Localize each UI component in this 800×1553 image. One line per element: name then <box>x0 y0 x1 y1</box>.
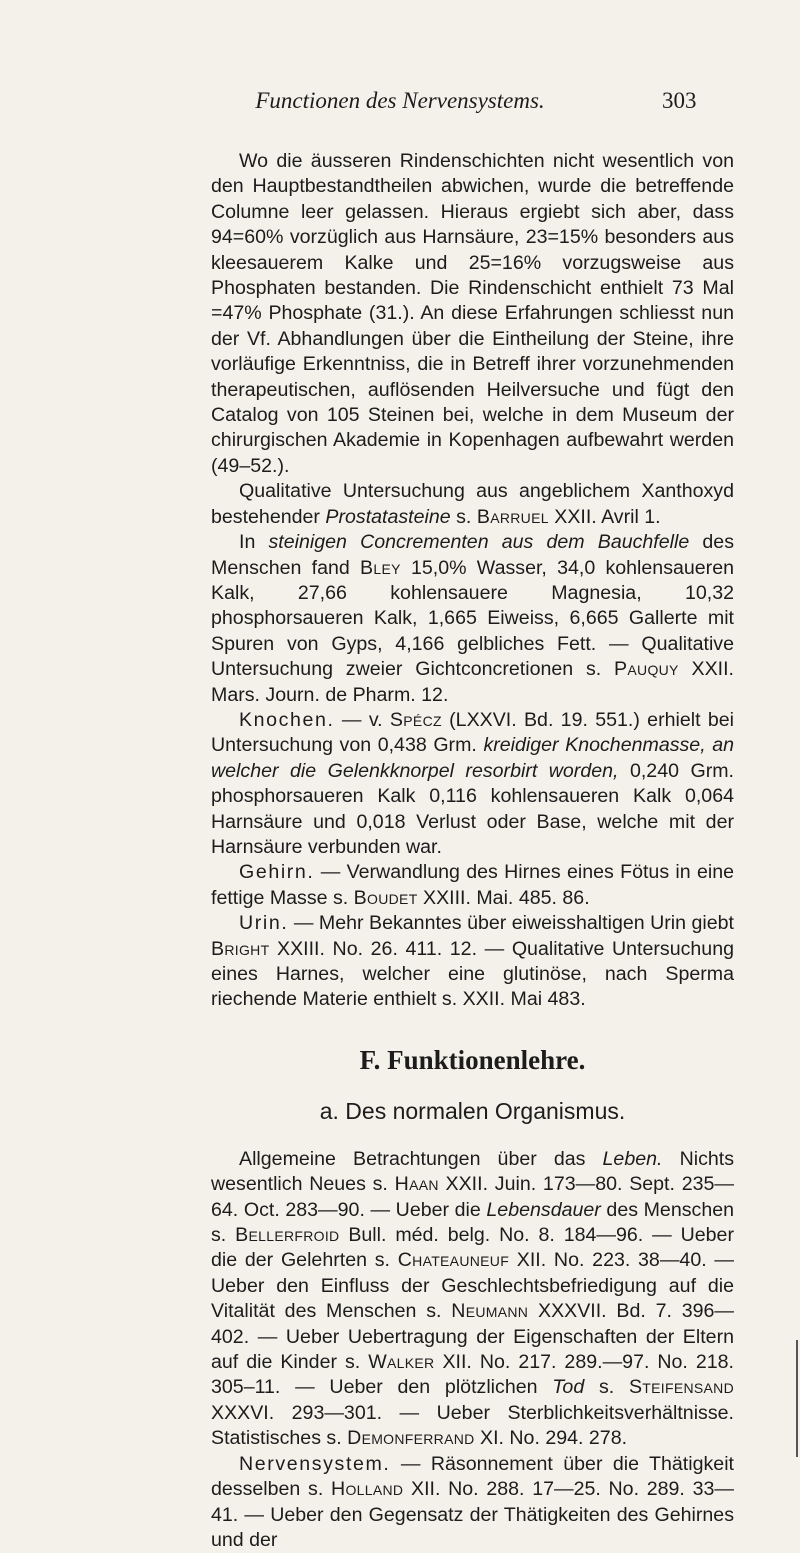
paragraph-nervensystem: Nervensystem. — Räsonnement über die Thätigkeit desselben s. Holland XII. No. 288. 17—25. No. 289. 33—41. — Ueber den Gegensatz der Thätigkeiten des Gehirnes und der <box>211 1452 734 1551</box>
running-header <box>0 84 800 124</box>
paragraph-urin: Urin. — Mehr Bekanntes über eiweisshaltigen Urin giebt Bright XXIII. No. 26. 411. 12. — Qualitative Untersuchung eines Harnes, welcher eine glutinöse, nach Sperma riechende Materie enthielt s. XXII. Mai 483. <box>211 912 734 1011</box>
page-number: 303 <box>662 88 697 113</box>
paragraph-leben: Allgemeine Betrachtungen über das Leben. Nichts wesentlich Neues s. Haan XXII. Juin. 173—80. Sept. 235—64. Oct. 283—90. — Ueber die Lebensdauer des Menschen s. Bellerfroid Bull. méd. belg. No. 8. 184—96. — Ueber die der Gelehrten s. Chateauneuf XII. No. 223. 38—40. — Ueber den Einfluss der Geschlechtsbefriedigung auf die Vitalität des Menschen s. Neumann XXXVII. Bd. 7. 396—402. — Ueber Uebertragung der Eigenschaften der Eltern auf die Kinder s. Walker XII. No. 217. 289.—97. No. 218. 305–11. — Ueber den plötzlichen Tod s. Steifensand XXXVI. 293—301. — Ueber Sterblichkeitsverhältnisse. Statistisches s. Demonferrand XI. No. 294. 278. <box>211 1147 735 1450</box>
paragraph-prostate-stones: Qualitative Untersuchung aus angeblichem Xanthoxyd bestehender Prostatasteine s. Barruel XXII. Avril 1. <box>211 480 734 528</box>
paragraph-gehirn: Gehirn. — Verwandlung des Hirnes eines Fötus in eine fettige Masse s. Boudet XXIII. Mai. 485. 86. <box>211 861 734 909</box>
edge-shadow-line <box>796 1340 798 1457</box>
body-text <box>211 149 734 1553</box>
paragraph-concrements: In steinigen Concrementen aus dem Bauchfelle des Menschen fand Bley 15,0% Wasser, 34,0 kohlensaueren Kalk, 27,66 kohlensauere Magnesia, 10,32 phosphorsaueren Kalk, 1,665 Eiweiss, 6,665 Gallerte mit Spuren von Gyps, 4,166 gelbliches Fett. — Qualitative Untersuchung zweier Gichtconcretionen s. Pauquy XXII. Mars. Journ. de Pharm. 12. <box>211 531 735 706</box>
header-title: Functionen des Nervensystems. <box>255 88 545 113</box>
subsection-heading: a. Des normalen Organismus. <box>319 1097 626 1124</box>
paragraph-knochen: Knochen. — v. Spécz (LXXVI. Bd. 19. 551.) erhielt bei Untersuchung von 0,438 Grm. kreidiger Knochenmasse, an welcher die Gelenkknorpel resorbirt worden, 0,240 Grm. phosphorsaueren Kalk 0,116 kohlensaueren Kalk 0,064 Harnsäure und 0,018 Verlust oder Base, welche mit der Harnsäure verbunden war. <box>211 708 735 858</box>
paragraph-calculus-statistics: Wo die äusseren Rindenschichten nicht wesentlich von den Hauptbestandtheilen abwichen, wurde die betreffende Columne leer gelassen. Hieraus ergiebt sich aber, dass 94=60% vorzüglich aus Harnsäure, 23=15% besonders aus kleesauerem Kalke und 25=16% vorzugsweise aus Phosphaten bestanden. Die Rindenschicht enthielt 73 Mal =47% Phosphate (31.). An diese Erfahrungen schliesst nun der Vf. Abhandlungen über die Eintheilung der Steine, ihre vorläufige Erkenntniss, die in Betreff ihrer vorzunehmenden therapeutischen, auflösenden Heilversuche und fügt den Catalog von 105 Steinen bei, welche in dem Museum der chirurgischen Akademie in Kopenhagen aufbewahrt werden (49–52.). <box>211 150 734 477</box>
section-heading: F. Funktionenlehre. <box>359 1044 586 1075</box>
